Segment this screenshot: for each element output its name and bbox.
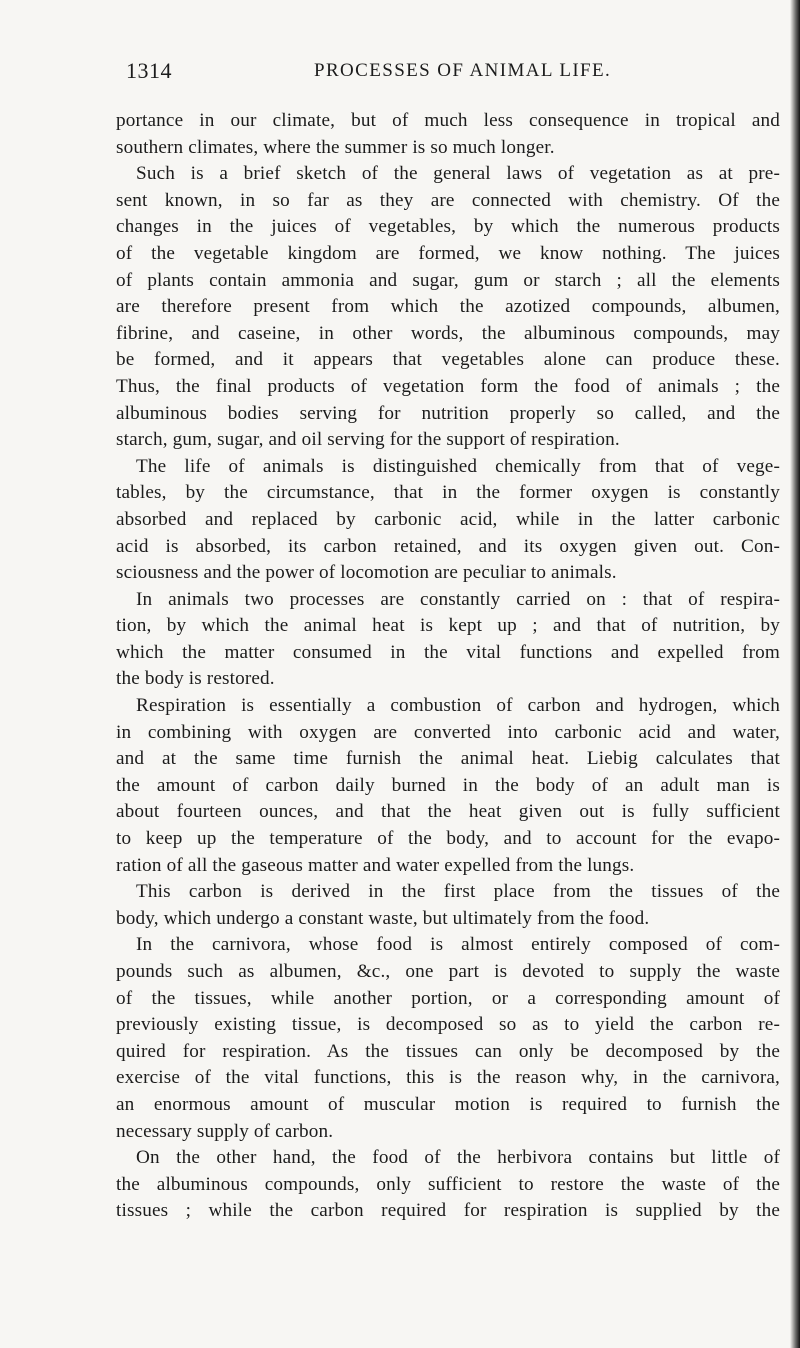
- text-line: the amount of carbon daily burned in the body of an adult man is: [116, 774, 780, 796]
- text-line: of the vegetable kingdom are formed, we know nothing. The juices: [116, 242, 780, 264]
- text-line: changes in the juices of vegetables, by which the numerous products: [116, 216, 780, 238]
- text-line: about fourteen ounces, and that the heat given out is fully sufficient: [116, 801, 780, 823]
- text-line: in combining with oxygen are converted into carbonic acid and water,: [116, 721, 780, 743]
- page-number: 1314: [126, 58, 172, 83]
- text-line: This carbon is derived in the first place from the tissues of the: [136, 881, 780, 903]
- text-line: In animals two processes are constantly carried on : that of respira-: [136, 588, 780, 610]
- text-line: portance in our climate, but of much less consequence in tropical and: [116, 110, 780, 131]
- text-line: tissues ; while the carbon required for respiration is supplied by the: [116, 1200, 780, 1222]
- text-line: sent known, in so far as they are connected with chemistry. Of the: [116, 189, 780, 211]
- text-line: of plants contain ammonia and sugar, gum or starch ; all the elements: [116, 269, 780, 291]
- text-line: southern climates, where the summer is so much longer.: [116, 136, 555, 158]
- text-line: pounds such as albumen, &c., one part is devoted to supply the waste: [116, 961, 780, 982]
- text-line: The life of animals is distinguished chemically from that of vege-: [136, 455, 780, 477]
- text-line: tables, by the circumstance, that in the former oxygen is constantly: [116, 482, 780, 504]
- text-line: the body is restored.: [116, 668, 275, 690]
- text-line: previously existing tissue, is decomposed so as to yield the carbon re-: [116, 1014, 780, 1036]
- text-line: absorbed and replaced by carbonic acid, while in the latter carbonic: [116, 508, 780, 530]
- text-line: are therefore present from which the azotized compounds, albumen,: [116, 296, 780, 318]
- text-line: to keep up the temperature of the body, and to account for the evapo-: [116, 828, 780, 850]
- text-line: body, which undergo a constant waste, but ultimately from the food.: [116, 907, 650, 929]
- running-head: PROCESSES OF ANIMAL LIFE.: [314, 60, 612, 81]
- text-line: albuminous bodies serving for nutrition properly so called, and the: [116, 402, 780, 424]
- text-line: necessary supply of carbon.: [116, 1120, 334, 1142]
- text-line: fibrine, and caseine, in other words, the albuminous compounds, may: [116, 322, 780, 344]
- text-line: Such is a brief sketch of the general laws of vegetation as at pre-: [136, 163, 780, 185]
- text-line: of the tissues, while another portion, or a corresponding amount of: [116, 987, 780, 1009]
- text-line: sciousness and the power of locomotion are peculiar to animals.: [116, 562, 617, 584]
- text-line: tion, by which the animal heat is kept up ; and that of nutrition, by: [116, 615, 780, 637]
- text-line: be formed, and it appears that vegetables alone can produce these.: [116, 349, 780, 371]
- page-edge-shadow: [790, 0, 800, 1348]
- text-line: acid is absorbed, its carbon retained, and its oxygen given out. Con-: [116, 535, 780, 557]
- text-line: ration of all the gaseous matter and water expelled from the lungs.: [116, 854, 635, 876]
- text-line: quired for respiration. As the tissues can only be decomposed by the: [116, 1040, 780, 1062]
- text-line: the albuminous compounds, only sufficient to restore the waste of the: [116, 1173, 780, 1195]
- text-line: In the carnivora, whose food is almost entirely composed of com-: [136, 934, 780, 956]
- text-line: an enormous amount of muscular motion is required to furnish the: [116, 1093, 780, 1115]
- page-header: [126, 58, 786, 88]
- text-line: On the other hand, the food of the herbivora contains but little of: [136, 1147, 780, 1169]
- text-line: and at the same time furnish the animal heat. Liebig calculates that: [116, 748, 780, 770]
- text-line: Respiration is essentially a combustion of carbon and hydrogen, which: [136, 695, 780, 717]
- body-text: [116, 108, 780, 1225]
- text-line: Thus, the final products of vegetation form the food of animals ; the: [116, 375, 780, 397]
- text-line: starch, gum, sugar, and oil serving for the support of respiration.: [116, 429, 620, 451]
- text-line: which the matter consumed in the vital functions and expelled from: [116, 641, 780, 663]
- text-line: exercise of the vital functions, this is the reason why, in the carnivora,: [116, 1067, 780, 1089]
